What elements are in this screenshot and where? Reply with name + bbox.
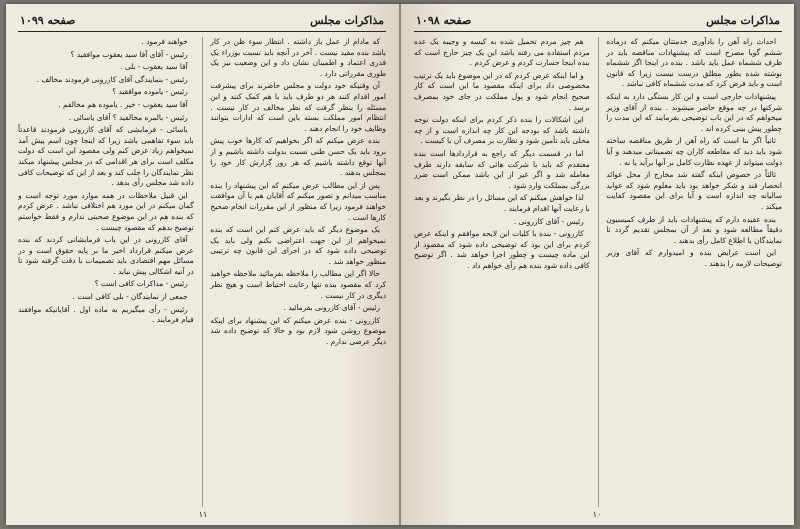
left-page-header-title: مذاکرات مجلس [310,13,384,27]
left-page-header-number: صفحه ۱۰۹۹ [20,13,76,27]
right-page-columns [414,37,782,507]
paragraph: یاسائی - فرمایشی که آقای کازرونی فرمودند قاعدتاً باید سوء تفاهمی باشد زیرا که اینجا چون اسم پیش آمد نمیخواهم زیاد عرض کنم ولی مقصود این است که دولت مکلف است برای هر اقدامی که در مجلس پیشنهاد میکند نظر نمایندگان را جلب کند و بعد از این که توضیحات کافی داده شد مجلس رأی بدهد . [18,125,194,188]
paragraph: این قبیل ملاحظات در همه موارد مورد توجه است و گمان میکنم در این مورد هم اختلافی نباشد . عرض کردم که بنده هم در این موضوع صحبتی ندارم و فقط خواستم توضیح بدهم که مقصود چیست . [18,190,194,232]
paragraph: آقا سید یعقوب - خیر . یاموده هم مخالفم . [58,99,188,109]
paragraph: رئیس - بالمره مخالفید ؟ آقای یاسائی . [68,112,188,122]
paragraph: این است عرایض بنده و امیدوارم که آقای وزیر توضیحات لازمه را بدهند . [606,248,782,268]
paragraph: رئیس - آقای آقا سید یعقوب موافقید ؟ [70,49,188,59]
left-page-header [18,12,386,32]
paragraph: رئیس - بنمایندگی آقای کازرونی فرمودند مخالف . [36,74,188,84]
paragraph: ثانیاً اگر بنا است که راه آهن از طریق مناقصه ساخته شود باید دید که مقاطعه کاران چه تضمیناتی میدهند و آیا دولت میتواند از عهده نظارت کامل بر آنها برآید یا نه . [606,136,782,167]
book-spread [6,4,794,525]
paragraph: اما در قسمت دیگر که راجع به قراردادها است بنده معتقدم که باید با شرکت هائی که سابقه دارند طرف معامله شد و اگر غیر از این باشد ممکن است ضرر بزرگی بمملکت وارد شود . [414,148,590,190]
column-divider [598,37,599,507]
paragraph: و اما اینکه عرض کردم که در این موضوع باید یک ترتیب مخصوصی داد برای اینکه مقصود ما این است که کار صحیح انجام شود و پول مملکت در جای خود بمصرف برسد . [414,70,590,112]
paragraph: حالا اگر این مطالب را ملاحظه بفرمائید ملاحظه خواهید کرد که مقصود بنده تنها رعایت احتیاط است و هیچ نظر دیگری در کار نیست . [210,269,386,300]
left-page-column-left [18,37,194,507]
left-page [6,4,400,525]
paragraph: هم چیز مردم تحمیل شده به کیسه و وجیبه یک عده مردم استفاده می رفته باشد این یک چیز خارج است که بنده اینجا جسارت کردم و عرض کردم . [414,37,590,68]
paragraph: رئیس - مذاکرات کافی است ؟ [94,279,188,289]
paragraph: رئیس - آقای کازرونی بفرمائید . [283,303,380,313]
right-page-column-left [414,37,590,507]
left-page-footer: ۱۱ [198,510,208,519]
right-page-header [414,12,782,32]
paragraph: رئیس - رأی میگیریم به ماده اول . آقایانیکه موافقند قیام فرمایند . [18,304,194,325]
paragraph: خواهند فرمود . [141,37,188,46]
paragraph: آن وقتیکه خود دولت و مجلس حاضرند برای پیشرفت امور اقدام کنند هر دو طرف باید با هم کمک کنند و این مسئله را بنظر گرفت که نظر مخالف در کار نیست . انتظام امور مملکت بسته باین است که ادارات بتوانند وظایف خود را انجام دهند . [210,81,386,133]
left-page-columns [18,37,386,507]
paragraph: لذا خواهش میکنم که این مسائل را در نظر بگیرند و بعد با رعایت آنها اقدام فرمایند . [414,193,590,213]
paragraph: این اشکالات را بنده ذکر کردم برای اینکه دولت توجه داشته باشد که بودجه این کار چه اندازه است و از چه محلی باید تأمین شود و نظارت بر مصرف آن با کیست . [414,115,590,146]
right-page-header-title: مذاکرات مجلس [706,13,780,27]
right-page-column-right [606,37,782,507]
paragraph: که مادام از عمل باز داشته . انتظار سوء ظن در کار باشد بنده مفید نیست . آخر در آنچه باید نسبت بوزراء یک قدری اعتماد و اطمینان نشان داد و این وضعیت نیز یک طوری مقرراتی دارد . [210,37,386,78]
left-page-column-right [210,37,386,507]
paragraph: بنده عقیده دارم که پیشنهادات باید از طرف کمیسیون دقیقاً مطالعه شود و بعد از آن بمجلس تقدیم گردد تا نمایندگان با اطلاع کامل رأی بدهند . [606,214,782,245]
paragraph: رئیس - یاموده موافقید ؟ [112,87,188,97]
paragraph: آقا سید یعقوب - بلی . [120,62,188,72]
paragraph: رئیس - آقای کازرونی . [513,216,584,226]
paragraph: پیشنهادات خارجی است و این کار بستگی دارد به اینکه شرکتها در چه موقع حاضر میشوند . بنده از آقای وزیر میخواهم که در این باب توضیحی بفرمایند که این مدت را چطور پیش بینی کرده اند . [606,91,782,133]
paragraph: بنده عرض میکنم که اگر بخواهیم که کارها خوب پیش برود باید یک حسن ظنی نسبت بدولت داشته باشیم و از آنها توقع داشته باشیم که هر روز گزارش کار خود را بمجلس بدهند . [210,136,386,178]
paragraph: آقای کازرونی در این باب فرمایشاتی کردند که بنده عرض میکنم قرارداد اخیر ما بر پایه حقوق است و در مسائل مهم اقتصادی باید تصمیمات با دقت گرفته شود تا در آتیه اشکالی پیش نیاید . [18,235,194,276]
paragraph: احداث راه آهن را بادآوری خدمتتان میکنم که درماده ششم گویا مصرح است که پیشنهادات مناقصه باید در ظرف ششماه عمل باید باشد . بنده در اینجا اگر ششماه نوشته شده بطور مطلق درست نیست زیرا که قانون است و باید فرض کرد که مدت ششماه کافی نباشد . [606,37,782,89]
right-page [400,4,794,525]
column-divider [202,37,203,507]
paragraph: کازرونی - بنده با کلیات این لایحه موافقم و اینکه عرض کردم برای این بود که توضیحی داده شود که مقصود از این ماده چیست و چطور اجرا خواهد شد . اگر توضیح کافی داده شود بنده هم رأی خواهم داد . [414,229,590,270]
paragraph: کازرونی - بنده عرض میکنم که این پیشنهاد برای اینکه موضوع روشن شود لازم بود و حالا که توضیح داده شد دیگر عرضی ندارم . [210,315,386,347]
right-page-header-number: صفحه ۱۰۹۸ [416,13,472,27]
paragraph: جمعی از نمایندگان - بلی کافی است . [72,292,188,302]
paragraph: ثالثاً در خصوص اینکه گفته شد مخارج از محل عوائد انحصار قند و شکر خواهد بود باید معلوم شود که عواید سالیانه چه اندازه است و آیا برای این مقصود کفایت میکند . [606,170,782,211]
paragraph: پس از این مطالب عرض میکنم که این پیشنهاد را بنده مناسب میدانم و تصور میکنم که آقایان هم با آن موافقت خواهند فرمود زیرا که منظور از این مقررات انجام صحیح کارها است . [210,180,386,222]
paragraph: یک موضوع دیگر که باید عرض کنم این است که بنده نمیخواهم از این جهت اعتراضی بکنم ولی باید یک توضیحی داده شود که در اجرای این قانون چه ترتیبی منظور خواهد شد . [210,225,386,266]
right-page-footer: ۱۰ [592,510,602,519]
book-gutter [399,4,401,525]
